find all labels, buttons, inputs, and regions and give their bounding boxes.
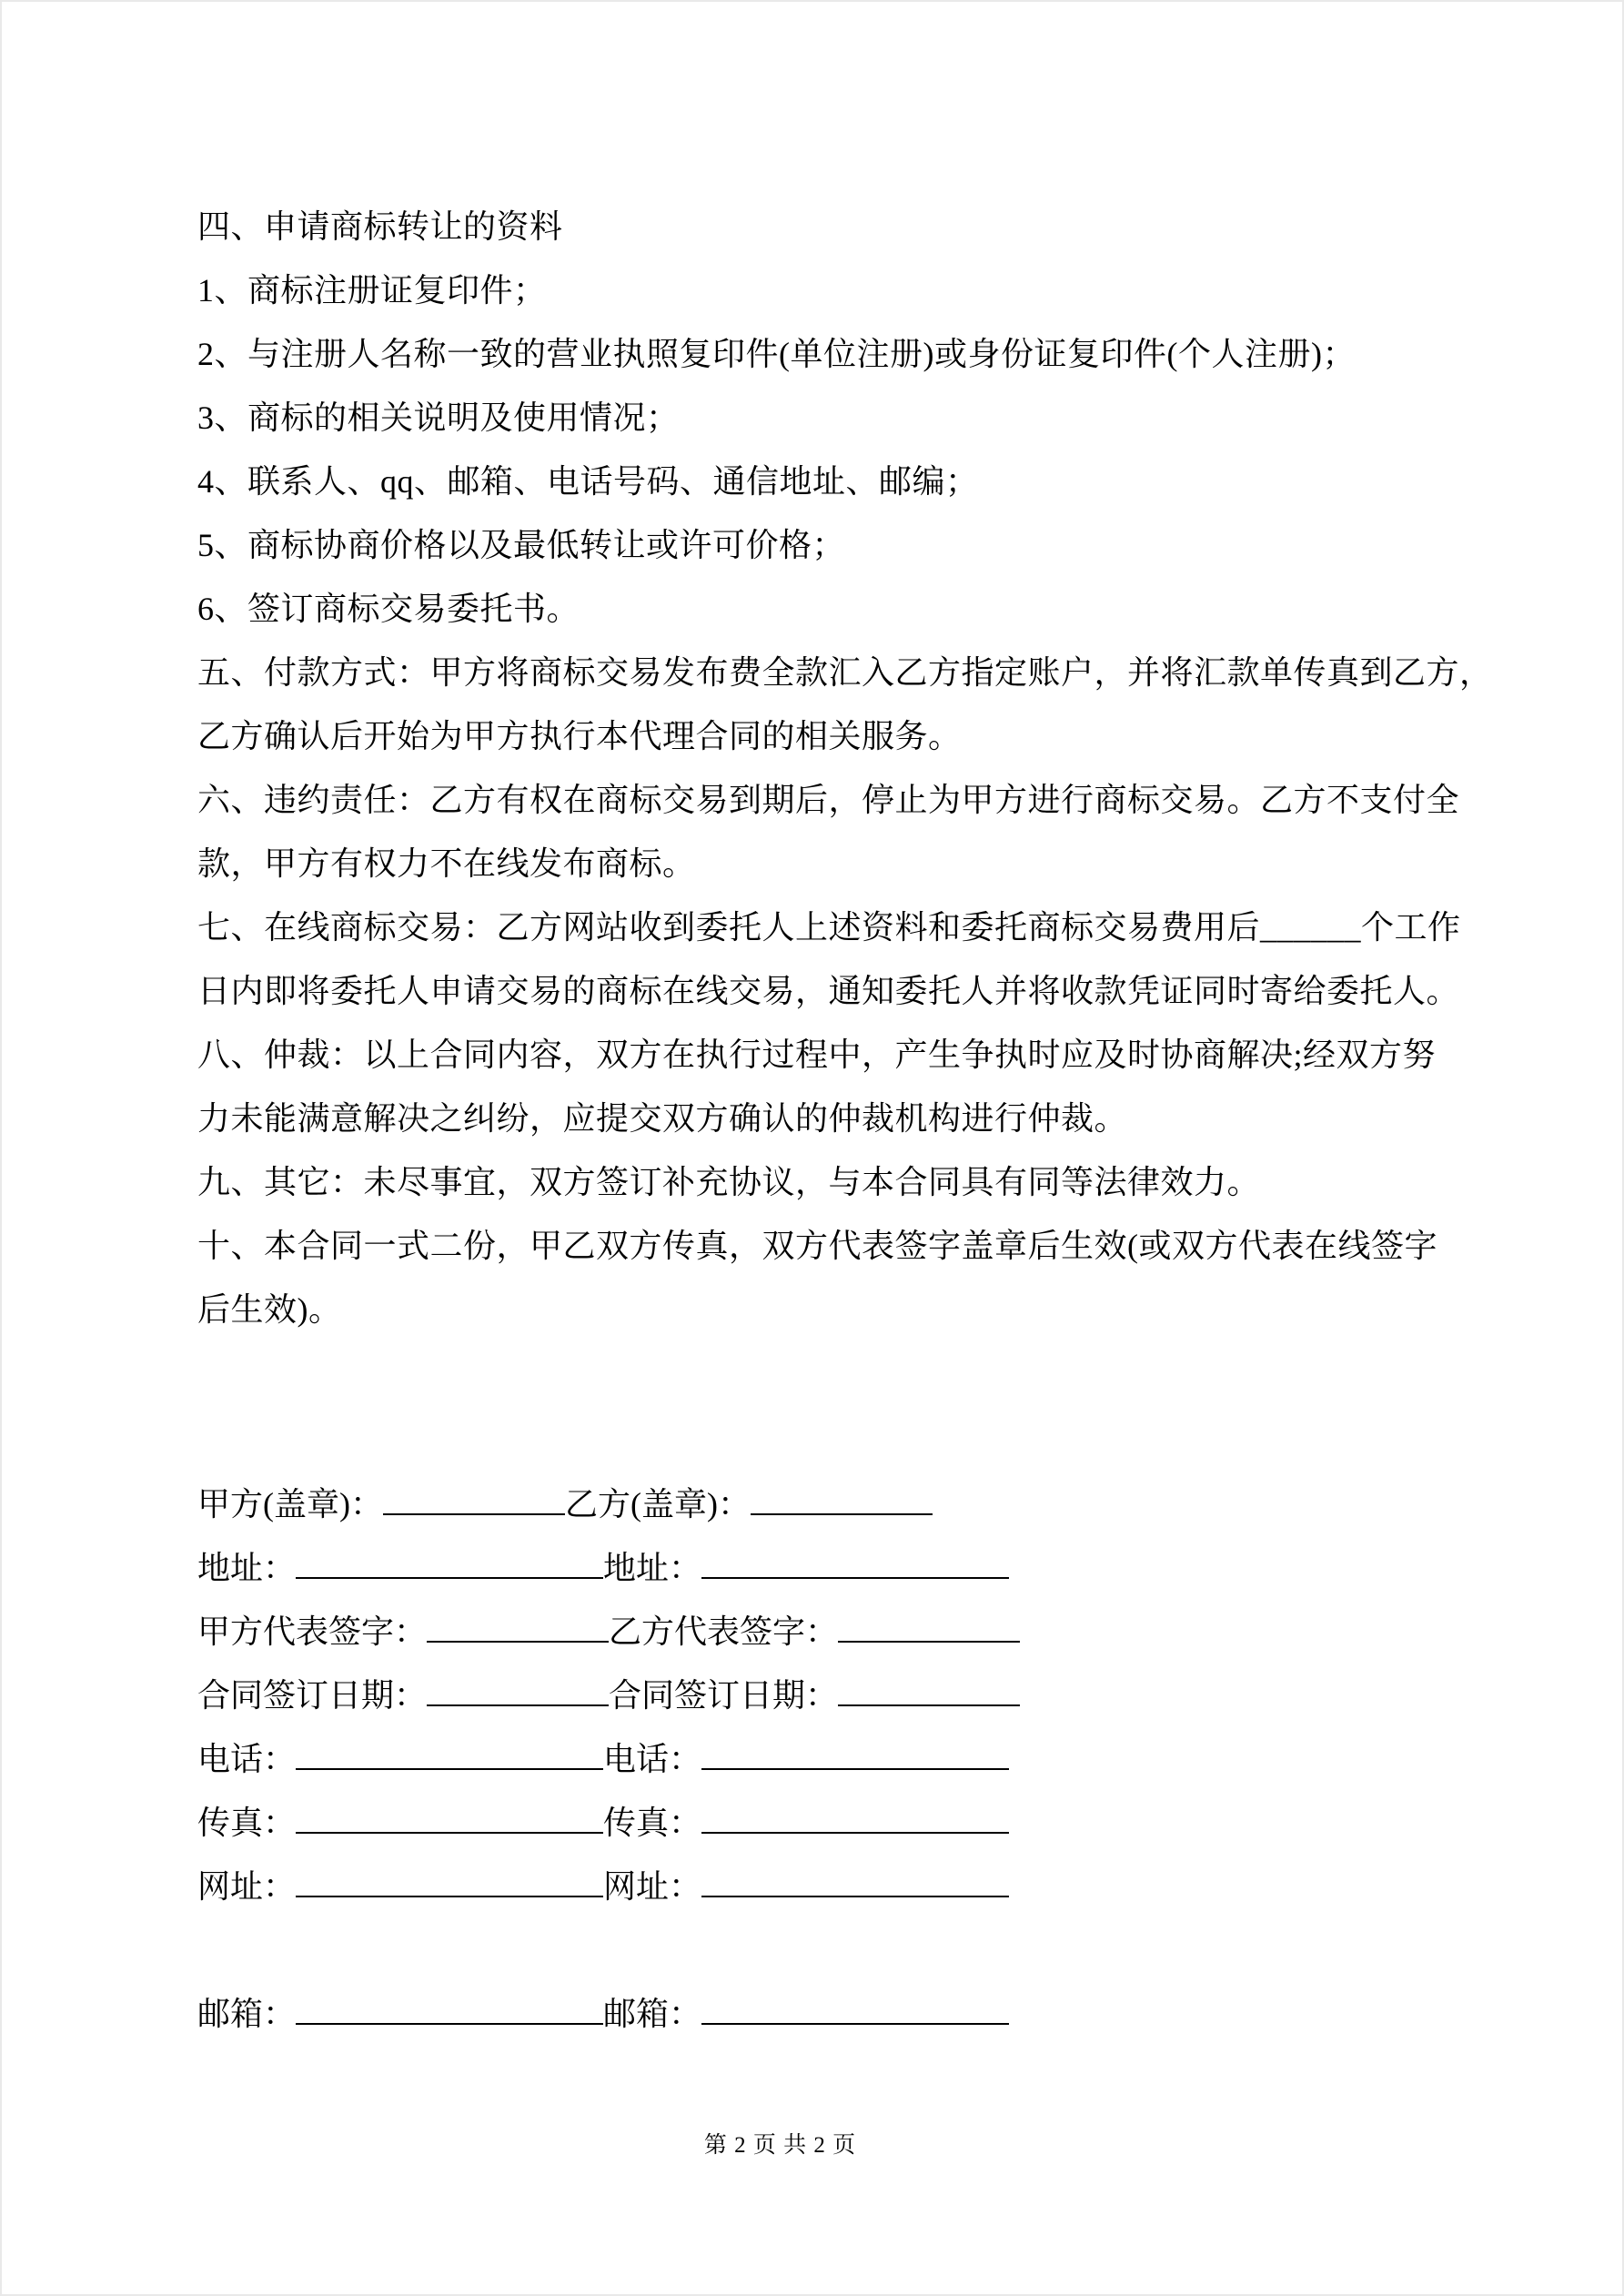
- signature-blank-line: [296, 1734, 603, 1770]
- document-line: 日内即将委托人申请交易的商标在线交易，通知委托人并将收款凭证同时寄给委托人。: [197, 973, 1460, 1009]
- signature-label: 合同签订日期：: [197, 1677, 428, 1714]
- signature-row: [197, 1472, 1471, 1536]
- signature-row: [197, 1600, 1471, 1664]
- signature-row: [197, 1536, 1471, 1600]
- signature-blank-line: [296, 1797, 603, 1834]
- signature-blank-line: [838, 1606, 1020, 1643]
- signature-blank-line: [427, 1670, 609, 1706]
- signature-blank-line: [296, 1861, 603, 1897]
- signature-blank-line: [701, 1797, 1009, 1834]
- document-line: 后生效)。: [197, 1291, 342, 1328]
- signature-blank-line: [701, 1542, 1009, 1579]
- signature-label: 甲方代表签字：: [197, 1613, 428, 1650]
- signature-blank-line: [701, 1861, 1009, 1897]
- signature-label: 网址：: [197, 1868, 297, 1905]
- document-line: 2、与注册人名称一致的营业执照复印件(单位注册)或身份证复印件(个人注册)；: [197, 336, 1356, 372]
- document-line: 3、商标的相关说明及使用情况；: [197, 400, 680, 436]
- document-line: 乙方确认后开始为甲方执行本代理合同的相关服务。: [197, 718, 962, 754]
- signature-label: 乙方(盖章)：: [564, 1486, 751, 1522]
- signature-label: 邮箱：: [197, 1996, 297, 2032]
- signature-row: [197, 1855, 1471, 1918]
- signature-label: 地址：: [197, 1550, 297, 1586]
- document-line: 1、商标注册证复印件；: [197, 272, 547, 308]
- signature-blank-line: [701, 1988, 1009, 2025]
- document-line: 五、付款方式：甲方将商标交易发布费全款汇入乙方指定账户，并将汇款单传真到乙方，: [197, 654, 1493, 691]
- signature-label: 网址：: [603, 1868, 702, 1905]
- signature-label: 合同签订日期：: [609, 1677, 839, 1714]
- page-number-footer: 第 2 页 共 2 页: [703, 2133, 857, 2158]
- signature-blank-line: [751, 1479, 933, 1515]
- document-line: 力未能满意解决之纠纷，应提交双方确认的仲裁机构进行仲裁。: [197, 1100, 1128, 1137]
- signature-blank-line: [383, 1479, 565, 1515]
- signature-label: 电话：: [197, 1741, 297, 1777]
- signature-label: 传真：: [603, 1805, 702, 1841]
- signature-label: 电话：: [603, 1741, 702, 1777]
- document-line: 六、违约责任：乙方有权在商标交易到期后，停止为甲方进行商标交易。乙方不支付全: [197, 782, 1460, 818]
- document-line: 4、联系人、qq、邮箱、电话号码、通信地址、邮编；: [197, 463, 979, 500]
- signature-label: 地址：: [603, 1550, 702, 1586]
- document-line: 四、申请商标转让的资料: [197, 208, 563, 245]
- document-line: 八、仲裁：以上合同内容，双方在执行过程中，产生争执时应及时协商解决;经双方努: [197, 1037, 1437, 1073]
- signature-label: 邮箱：: [603, 1996, 702, 2032]
- signature-block: [197, 1472, 1471, 2046]
- signature-label: 甲方(盖章)：: [197, 1486, 383, 1522]
- document-line: 6、签订商标交易委托书。: [197, 591, 580, 627]
- signature-label: 传真：: [197, 1805, 297, 1841]
- signature-blank-line: [427, 1606, 609, 1643]
- document-line: 5、商标协商价格以及最低转让或许可价格；: [197, 527, 846, 563]
- signature-label: 乙方代表签字：: [609, 1613, 839, 1650]
- signature-blank-line: [838, 1670, 1020, 1706]
- document-line: 十、本合同一式二份，甲乙双方传真，双方代表签字盖章后生效(或双方代表在线签字: [197, 1228, 1437, 1264]
- signature-row: [197, 1727, 1471, 1791]
- signature-row: [197, 1791, 1471, 1855]
- signature-blank-line: [296, 1988, 603, 2025]
- contract-body: [197, 195, 1493, 1341]
- signature-blank-line: [296, 1542, 603, 1579]
- signature-row: [197, 1664, 1471, 1727]
- document-line: 七、在线商标交易：乙方网站收到委托人上述资料和委托商标交易费用后______个工作: [197, 909, 1461, 946]
- document-line: 九、其它：未尽事宜，双方签订补充协议，与本合同具有同等法律效力。: [197, 1164, 1261, 1200]
- signature-row: [197, 1982, 1471, 2046]
- document-line: 款，甲方有权力不在线发布商标。: [197, 845, 696, 882]
- signature-blank-line: [701, 1734, 1009, 1770]
